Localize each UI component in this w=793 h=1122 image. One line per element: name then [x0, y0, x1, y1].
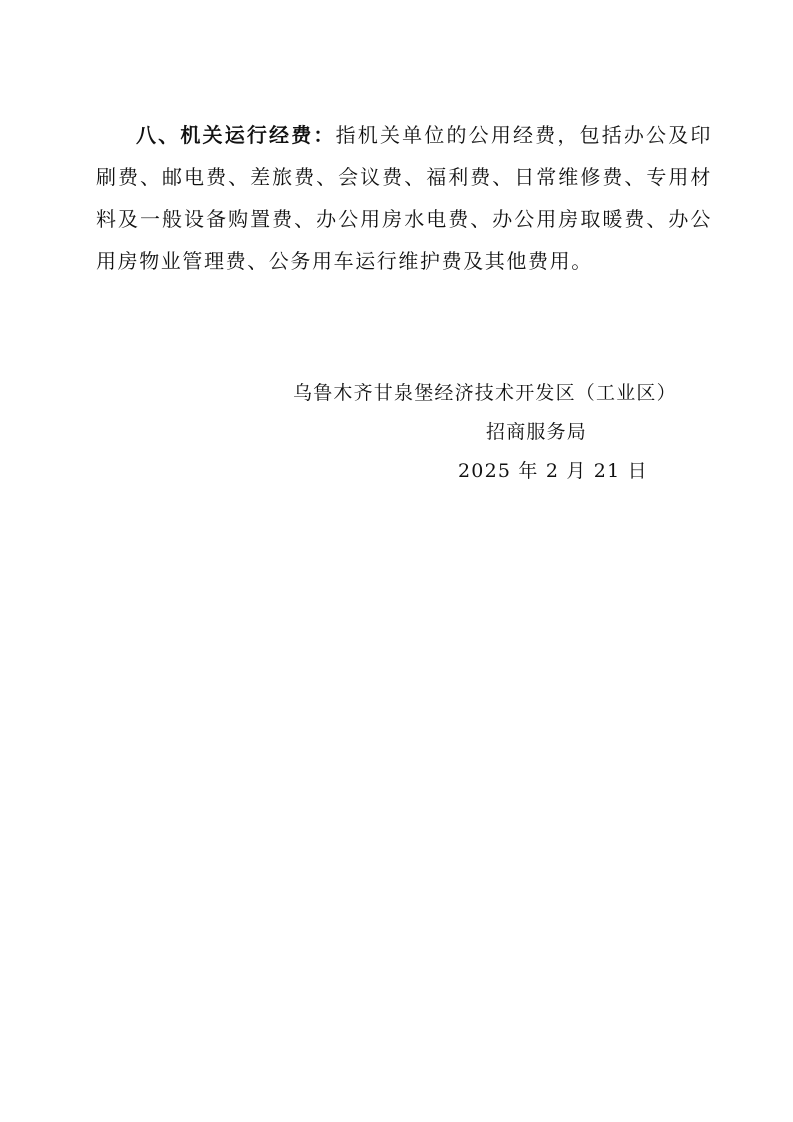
signature-date: 2025 年 2 月 21 日 — [458, 460, 648, 482]
definition-term: 八、机关运行经费 — [136, 123, 314, 147]
definition-paragraph — [96, 114, 712, 282]
signature-department: 招商服务局 — [486, 421, 588, 443]
signature-organization: 乌鲁木齐甘泉堡经济技术开发区（工业区） — [293, 382, 677, 404]
definition-text: 指机关单位的公用经费，包括办公及印刷费、邮电费、差旅费、会议费、福利费、日常维修费、专用材料及一般设备购置费、办公用房水电费、办公用房取暖费、办公用房物业管理费、公务用车运行维护费及其他费用。 — [96, 123, 712, 273]
definition-separator: ： — [313, 123, 336, 147]
